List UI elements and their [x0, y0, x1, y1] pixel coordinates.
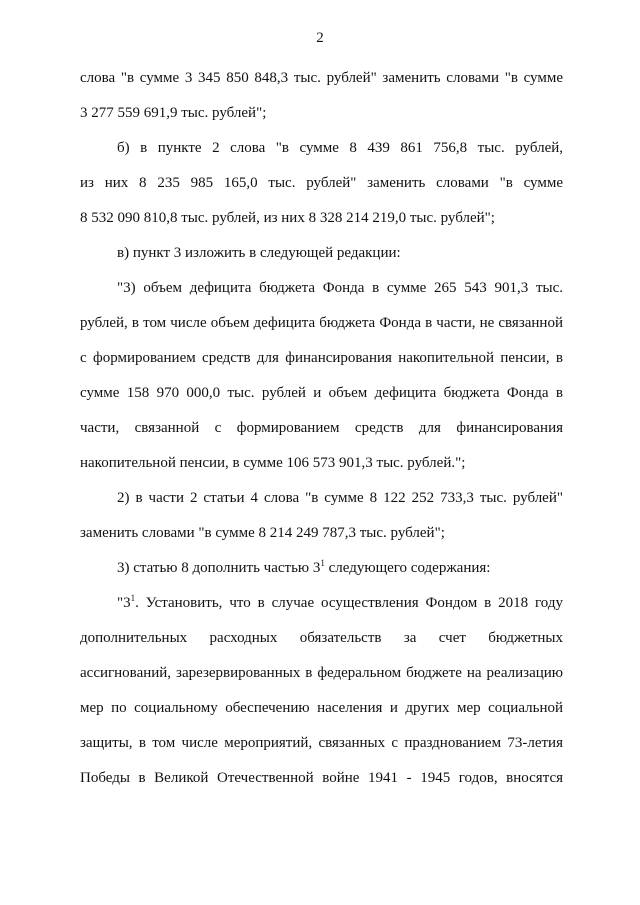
text-line: 8 532 090 810,8 тыс. рублей, из них 8 328 214 219,0 тыс. рублей"; — [80, 210, 495, 226]
text-line: слова "в сумме 3 345 850 848,3 тыс. рублей" заменить словами "в сумме — [80, 70, 563, 86]
text-line: в) пункт 3 изложить в следующей редакции: — [117, 245, 401, 261]
text-line: Победы в Великой Отечественной войне 1941 - 1945 годов, вносятся — [80, 770, 563, 786]
text-fragment: . Установить, что в случае осуществления Фондом в 2018 году — [135, 595, 563, 611]
text-line: сумме 158 970 000,0 тыс. рублей и объем дефицита бюджета Фонда в — [80, 385, 563, 401]
text-fragment: "3 — [117, 595, 131, 611]
text-fragment: следующего содержания: — [324, 560, 491, 576]
text-line: защиты, в том числе мероприятий, связанных с празднованием 73-летия — [80, 735, 563, 751]
text-line: накопительной пенсии, в сумме 106 573 901,3 тыс. рублей."; — [80, 455, 466, 471]
text-line: "3) объем дефицита бюджета Фонда в сумме 265 543 901,3 тыс. — [117, 280, 563, 296]
text-line: б) в пункте 2 слова "в сумме 8 439 861 756,8 тыс. рублей, — [117, 140, 563, 156]
text-line: заменить словами "в сумме 8 214 249 787,3 тыс. рублей"; — [80, 525, 445, 541]
page-number: 2 — [316, 30, 324, 46]
text-line: из них 8 235 985 165,0 тыс. рублей" заменить словами "в сумме — [80, 175, 563, 191]
text-line: ассигнований, зарезервированных в федеральном бюджете на реализацию — [80, 665, 563, 681]
text-line — [117, 558, 563, 578]
text-line: 2) в части 2 статьи 4 слова "в сумме 8 122 252 733,3 тыс. рублей" — [117, 490, 563, 506]
text-line — [117, 593, 563, 613]
superscript: 1 — [320, 558, 325, 568]
text-fragment: 3) статью 8 дополнить частью 3 — [117, 560, 321, 576]
superscript: 1 — [130, 593, 136, 603]
text-line: 3 277 559 691,9 тыс. рублей"; — [80, 105, 267, 121]
text-line: дополнительных расходных обязательств за счет бюджетных — [80, 630, 563, 646]
text-line: мер по социальному обеспечению населения и других мер социальной — [80, 700, 563, 716]
text-line: рублей, в том числе объем дефицита бюджета Фонда в части, не связанной — [80, 315, 563, 331]
text-line: с формированием средств для финансирования накопительной пенсии, в — [80, 350, 563, 366]
text-line: части, связанной с формированием средств для финансирования — [80, 420, 563, 436]
